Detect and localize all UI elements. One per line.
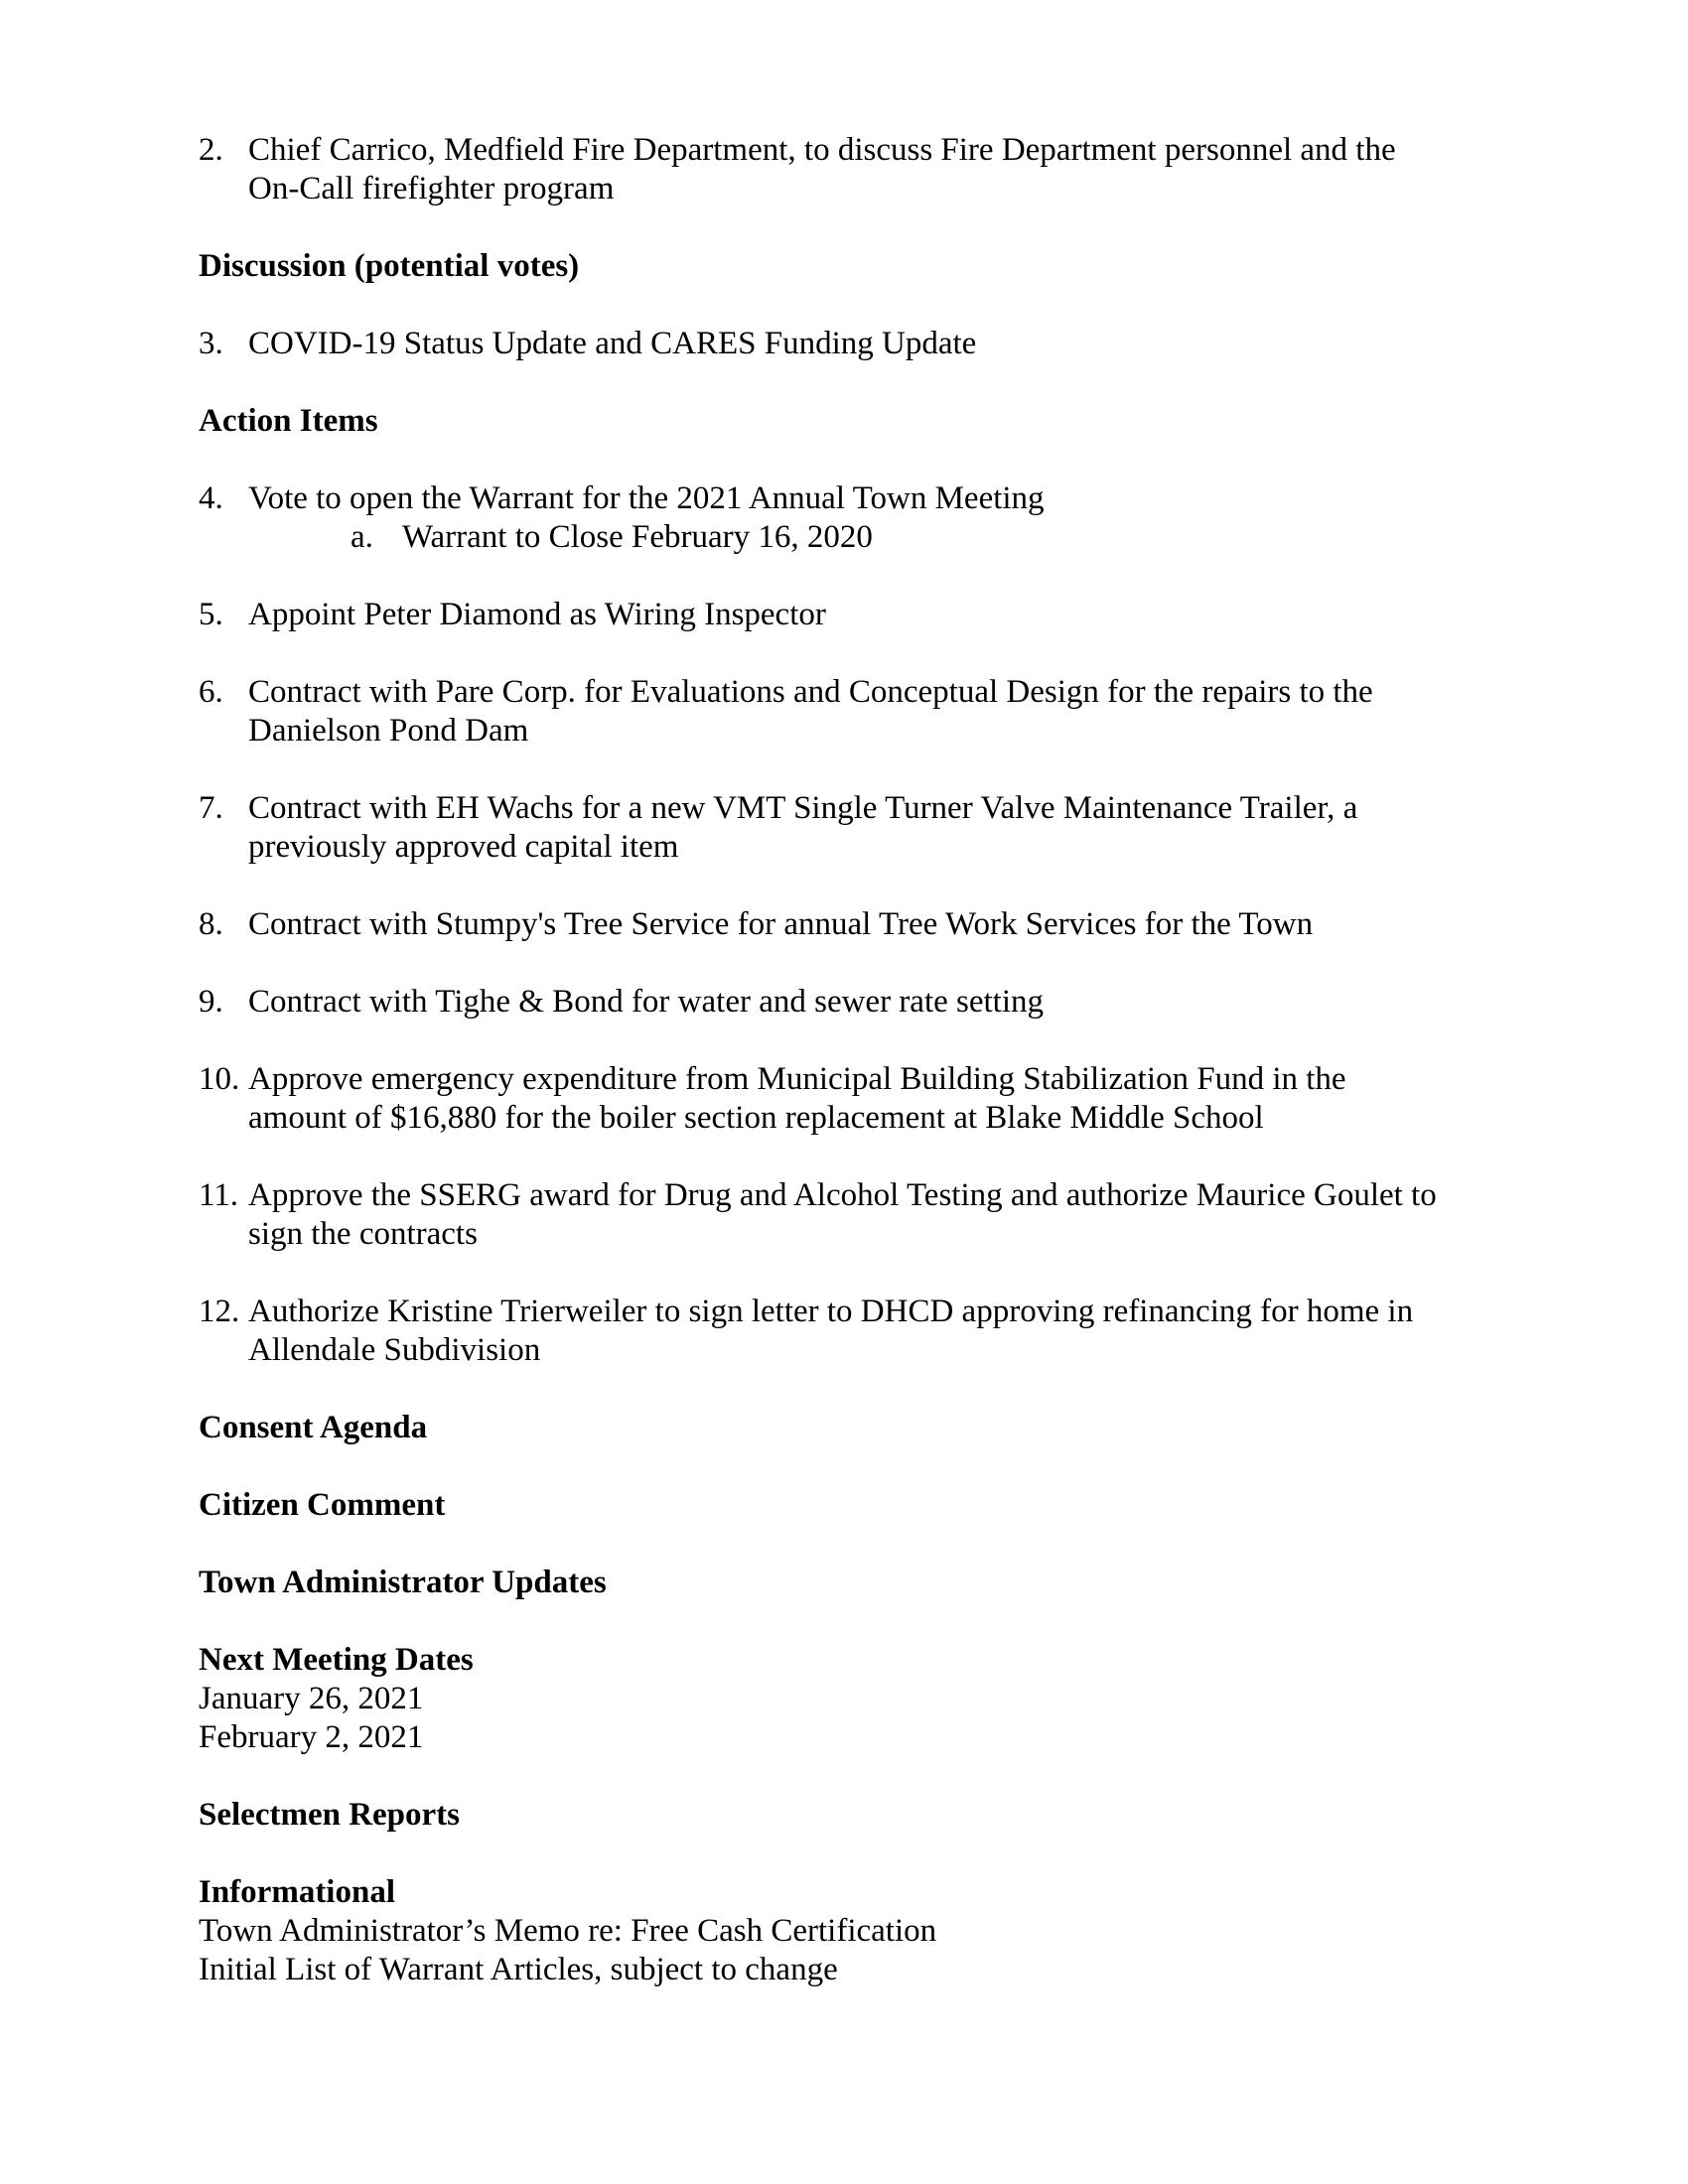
informational-line-2: Initial List of Warrant Articles, subject to change [199, 1952, 838, 1987]
agenda-item-2-number: 2. [199, 132, 223, 168]
agenda-item-3 [199, 325, 1494, 363]
agenda-item-11-text: Approve the SSERG award for Drug and Alcohol Testing and authorize Maurice Goulet to sign the contracts [248, 1177, 1437, 1252]
heading-discussion-potential-votes: Discussion (potential votes) [199, 248, 580, 284]
agenda-item-5-number: 5. [199, 597, 223, 632]
heading-selectmen-reports: Selectmen Reports [199, 1797, 461, 1833]
informational-group [199, 1873, 1494, 1989]
agenda-item-8-number: 8. [199, 906, 223, 942]
agenda-item-4 [199, 479, 1494, 518]
agenda-item-3-text: COVID-19 Status Update and CARES Funding Update [248, 326, 977, 361]
agenda-item-2-text: Chief Carrico, Medfield Fire Department, to discuss Fire Department personnel and the On-Call firefighter program [248, 132, 1396, 206]
heading-consent-agenda: Consent Agenda [199, 1410, 428, 1445]
agenda-item-7-text: Contract with EH Wachs for a new VMT Single Turner Valve Maintenance Trailer, a previously approved capital item [248, 790, 1358, 865]
agenda-item-12-number: 12. [199, 1294, 240, 1329]
agenda-item-4a-text: Warrant to Close February 16, 2020 [402, 519, 873, 555]
agenda-item-7 [199, 789, 1494, 867]
agenda-item-8-text: Contract with Stumpy's Tree Service for annual Tree Work Services for the Town [248, 906, 1314, 942]
agenda-item-2 [199, 131, 1494, 208]
next-meeting-dates-group [199, 1641, 1494, 1757]
agenda-item-5-text: Appoint Peter Diamond as Wiring Inspector [248, 597, 826, 632]
agenda-item-12 [199, 1293, 1494, 1370]
agenda-item-11 [199, 1176, 1494, 1254]
agenda-item-9 [199, 983, 1494, 1022]
agenda-item-10-text: Approve emergency expenditure from Municipal Building Stabilization Fund in the amount of $16,880 for the boiler section replacement at Blake Middle School [248, 1061, 1346, 1136]
agenda-item-10 [199, 1060, 1494, 1138]
heading-next-meeting-dates: Next Meeting Dates [199, 1642, 474, 1678]
agenda-item-9-text: Contract with Tighe & Bond for water and sewer rate setting [248, 984, 1045, 1020]
heading-citizen-comment: Citizen Comment [199, 1487, 446, 1523]
agenda-item-3-number: 3. [199, 326, 223, 361]
agenda-item-6-number: 6. [199, 674, 223, 710]
agenda-item-10-number: 10. [199, 1061, 240, 1097]
heading-town-administrator-updates: Town Administrator Updates [199, 1565, 607, 1600]
agenda-item-8 [199, 905, 1494, 944]
agenda-item-4-text: Vote to open the Warrant for the 2021 Annual Town Meeting [248, 480, 1045, 516]
agenda-item-4-number: 4. [199, 480, 223, 516]
agenda-item-5 [199, 596, 1494, 634]
next-meeting-date-1: January 26, 2021 [199, 1681, 424, 1716]
agenda-item-4a [351, 518, 1494, 557]
heading-action-items: Action Items [199, 403, 378, 439]
agenda-item-6-text: Contract with Pare Corp. for Evaluations and Conceptual Design for the repairs to the Danielson Pond Dam [248, 674, 1373, 749]
agenda-item-11-number: 11. [199, 1177, 239, 1213]
agenda-item-9-number: 9. [199, 984, 223, 1020]
agenda-item-4-group [199, 479, 1494, 557]
next-meeting-date-2: February 2, 2021 [199, 1719, 424, 1755]
informational-line-1: Town Administrator’s Memo re: Free Cash Certification [199, 1913, 937, 1949]
agenda-item-6 [199, 673, 1494, 751]
agenda-item-7-number: 7. [199, 790, 223, 826]
heading-informational: Informational [199, 1874, 395, 1910]
agenda-item-4a-number: a. [351, 519, 373, 555]
agenda-item-12-text: Authorize Kristine Trierweiler to sign letter to DHCD approving refinancing for home in Allendale Subdivision [248, 1294, 1414, 1368]
